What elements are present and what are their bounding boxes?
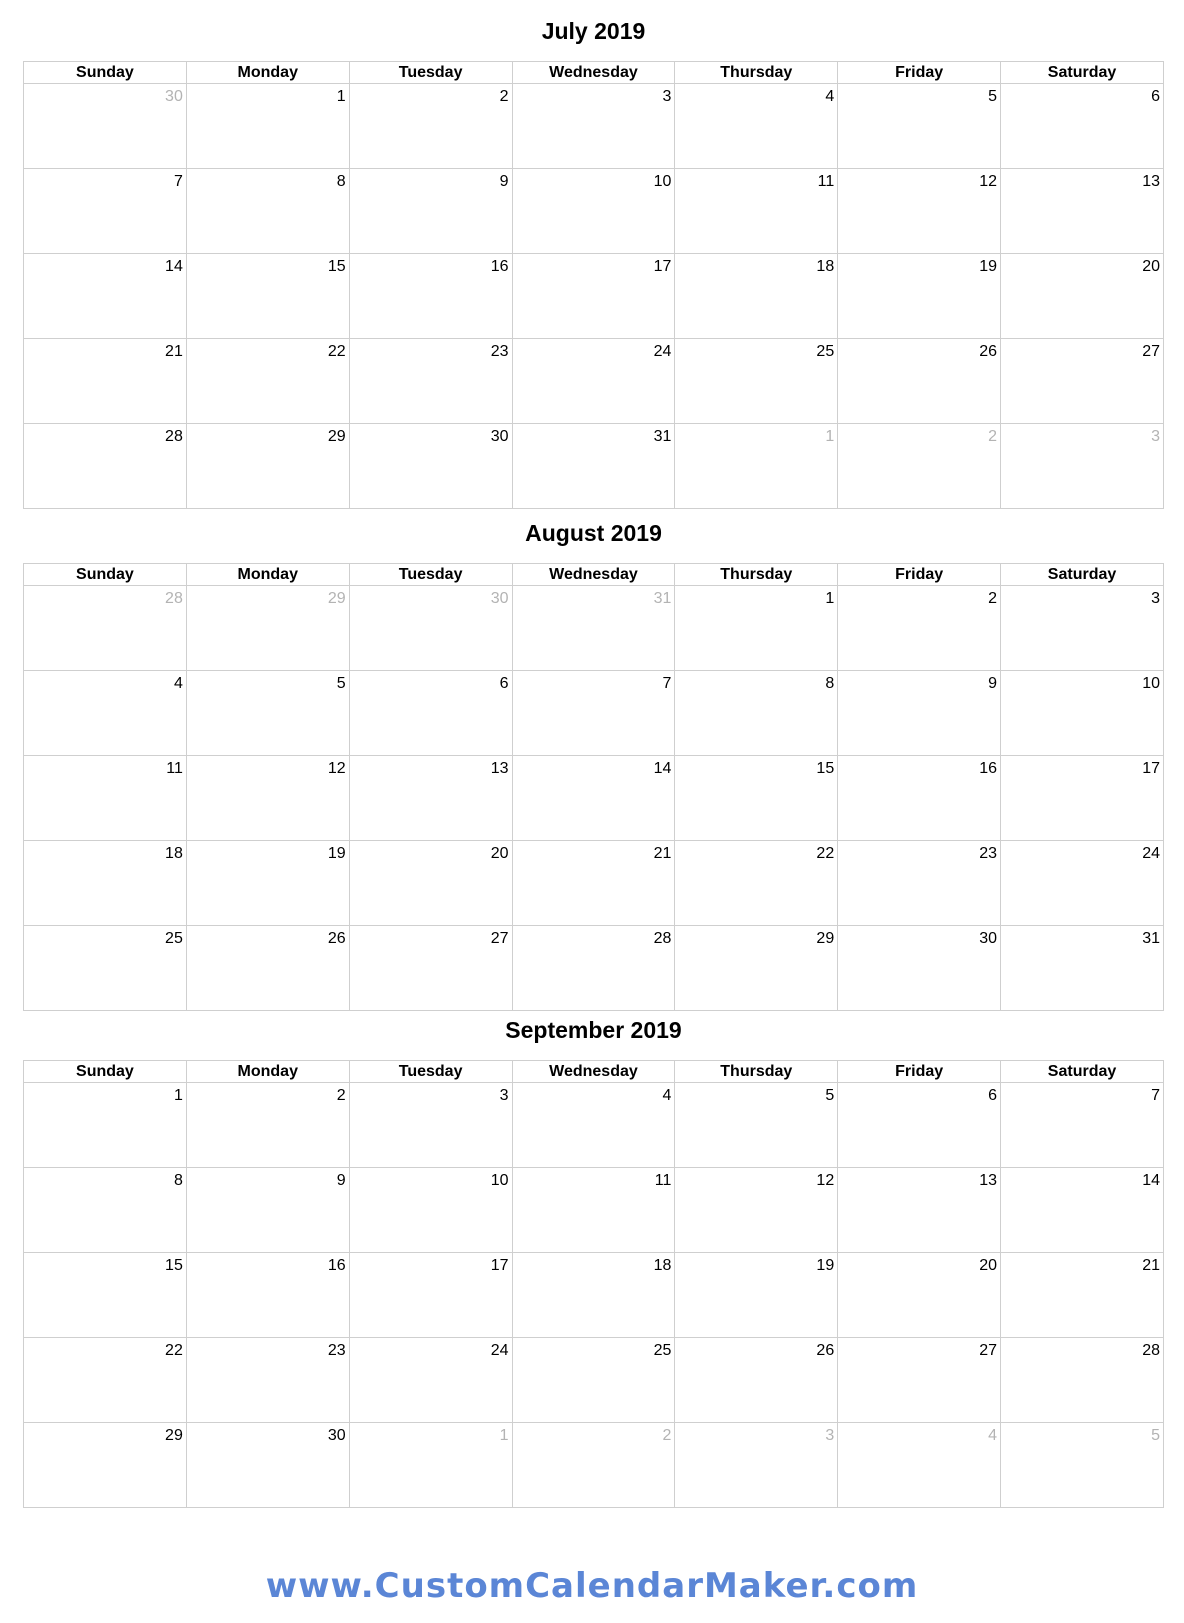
day-number: 23 xyxy=(327,1342,346,1359)
day-cell[interactable] xyxy=(512,169,675,254)
day-number: 10 xyxy=(490,1172,509,1189)
day-cell[interactable] xyxy=(512,926,675,1011)
day-cell[interactable] xyxy=(675,756,838,841)
day-cell[interactable] xyxy=(1001,1253,1164,1338)
day-cell[interactable] xyxy=(349,424,512,509)
day-cell[interactable] xyxy=(24,169,187,254)
day-number: 14 xyxy=(165,258,183,275)
day-cell[interactable] xyxy=(349,1338,512,1423)
week-row xyxy=(24,1168,1164,1253)
weekday-header: Wednesday xyxy=(512,62,675,84)
week-row xyxy=(24,756,1164,841)
day-cell[interactable] xyxy=(1001,841,1164,926)
day-cell[interactable] xyxy=(349,254,512,339)
day-cell[interactable] xyxy=(186,254,349,339)
day-cell[interactable] xyxy=(838,84,1001,169)
day-number: 4 xyxy=(825,88,835,105)
day-number: 17 xyxy=(490,1257,509,1274)
day-cell[interactable] xyxy=(1001,1168,1164,1253)
day-cell[interactable] xyxy=(349,84,512,169)
day-number: 6 xyxy=(988,1087,998,1104)
day-number: 3 xyxy=(1151,590,1160,607)
day-number: 24 xyxy=(653,343,672,360)
day-cell[interactable] xyxy=(186,169,349,254)
day-cell[interactable] xyxy=(512,84,675,169)
month-september xyxy=(23,1016,1164,1444)
day-number: 1 xyxy=(825,428,835,445)
day-number: 19 xyxy=(327,845,346,862)
week-row xyxy=(24,254,1164,339)
day-number: 18 xyxy=(816,258,835,275)
day-number: 30 xyxy=(327,1427,346,1444)
day-cell[interactable] xyxy=(186,1168,349,1253)
day-cell[interactable] xyxy=(1001,586,1164,671)
day-cell[interactable] xyxy=(675,926,838,1011)
day-cell[interactable] xyxy=(186,756,349,841)
day-number: 11 xyxy=(166,760,183,777)
day-number: 10 xyxy=(653,173,672,190)
day-cell[interactable] xyxy=(186,671,349,756)
day-cell-other-month[interactable] xyxy=(349,1423,512,1508)
day-cell[interactable] xyxy=(186,1253,349,1338)
day-number: 29 xyxy=(165,1427,183,1444)
day-number: 26 xyxy=(816,1342,835,1359)
day-cell[interactable] xyxy=(512,756,675,841)
day-number: 25 xyxy=(816,343,835,360)
day-cell[interactable] xyxy=(838,169,1001,254)
day-number: 2 xyxy=(988,428,998,445)
day-number: 30 xyxy=(979,930,998,947)
day-number: 21 xyxy=(653,845,672,862)
day-number: 12 xyxy=(327,760,346,777)
day-number: 8 xyxy=(173,1172,183,1189)
day-cell[interactable] xyxy=(675,1253,838,1338)
day-number: 23 xyxy=(979,845,998,862)
day-number: 22 xyxy=(327,343,346,360)
weekday-header: Friday xyxy=(838,62,1001,84)
day-number: 16 xyxy=(327,1257,346,1274)
day-cell[interactable] xyxy=(512,424,675,509)
day-number: 29 xyxy=(816,930,835,947)
day-number: 19 xyxy=(979,258,998,275)
weekday-header: Thursday xyxy=(675,62,838,84)
day-number: 20 xyxy=(979,1257,998,1274)
day-cell[interactable] xyxy=(512,1253,675,1338)
day-cell[interactable] xyxy=(1001,926,1164,1011)
day-number: 14 xyxy=(1142,1172,1160,1189)
day-number: 22 xyxy=(816,845,835,862)
day-number: 4 xyxy=(988,1427,998,1444)
week-row xyxy=(24,84,1164,169)
day-cell[interactable] xyxy=(675,586,838,671)
day-cell[interactable] xyxy=(186,424,349,509)
day-number: 9 xyxy=(336,1172,346,1189)
day-cell[interactable] xyxy=(838,339,1001,424)
weekday-header: Monday xyxy=(186,564,349,586)
day-cell[interactable] xyxy=(838,254,1001,339)
day-number: 2 xyxy=(336,1087,346,1104)
weekday-header: Wednesday xyxy=(512,564,675,586)
day-cell[interactable] xyxy=(24,671,187,756)
day-number: 20 xyxy=(490,845,509,862)
day-number: 27 xyxy=(490,930,509,947)
weekday-header: Tuesday xyxy=(349,1061,512,1083)
day-number: 24 xyxy=(1142,845,1160,862)
day-cell[interactable] xyxy=(675,1338,838,1423)
day-cell[interactable] xyxy=(24,254,187,339)
day-cell-other-month[interactable] xyxy=(1001,424,1164,509)
day-number: 31 xyxy=(653,428,672,445)
day-number: 18 xyxy=(165,845,183,862)
day-cell[interactable] xyxy=(1001,339,1164,424)
day-number: 25 xyxy=(653,1342,672,1359)
weekday-header: Sunday xyxy=(24,564,187,586)
day-number: 16 xyxy=(979,760,998,777)
day-number: 27 xyxy=(979,1342,998,1359)
week-row xyxy=(24,169,1164,254)
day-number: 1 xyxy=(173,1087,183,1104)
day-number: 22 xyxy=(165,1342,183,1359)
day-cell[interactable] xyxy=(1001,1083,1164,1168)
day-number: 29 xyxy=(327,428,346,445)
day-cell[interactable] xyxy=(349,1253,512,1338)
weekday-header: Saturday xyxy=(1001,564,1164,586)
day-cell[interactable] xyxy=(24,841,187,926)
day-cell[interactable] xyxy=(24,926,187,1011)
day-number: 17 xyxy=(653,258,672,275)
day-number: 3 xyxy=(662,88,672,105)
day-number: 1 xyxy=(336,88,346,105)
month-title: July 2019 xyxy=(541,18,646,44)
day-number: 11 xyxy=(654,1172,672,1189)
day-cell-other-month[interactable] xyxy=(24,84,187,169)
day-number: 31 xyxy=(1142,930,1160,947)
day-number: 3 xyxy=(499,1087,509,1104)
weekday-header-row xyxy=(24,1061,1164,1083)
day-number: 21 xyxy=(165,343,183,360)
day-cell[interactable] xyxy=(1001,756,1164,841)
footer-website[interactable]: www.CustomCalendarMaker.com xyxy=(265,1566,919,1606)
day-number: 13 xyxy=(490,760,509,777)
calendar-grid xyxy=(23,1060,1164,1508)
month-july xyxy=(23,17,1164,445)
day-cell[interactable] xyxy=(24,1338,187,1423)
day-cell[interactable] xyxy=(349,841,512,926)
day-cell[interactable] xyxy=(186,84,349,169)
day-number: 9 xyxy=(499,173,509,190)
day-cell[interactable] xyxy=(512,671,675,756)
weekday-header: Sunday xyxy=(24,62,187,84)
day-number: 13 xyxy=(979,1172,998,1189)
day-cell[interactable] xyxy=(838,1083,1001,1168)
week-row xyxy=(24,1083,1164,1168)
day-cell[interactable] xyxy=(675,1083,838,1168)
week-row xyxy=(24,841,1164,926)
day-cell[interactable] xyxy=(349,671,512,756)
day-number: 21 xyxy=(1142,1257,1160,1274)
day-number: 2 xyxy=(499,88,509,105)
day-cell[interactable] xyxy=(838,1338,1001,1423)
day-cell[interactable] xyxy=(675,339,838,424)
day-cell[interactable] xyxy=(512,841,675,926)
day-number: 18 xyxy=(653,1257,672,1274)
week-row xyxy=(24,671,1164,756)
month-august xyxy=(23,519,1164,947)
day-number: 31 xyxy=(653,590,672,607)
weekday-header: Friday xyxy=(838,1061,1001,1083)
day-number: 7 xyxy=(662,675,672,692)
day-number: 25 xyxy=(165,930,183,947)
day-number: 8 xyxy=(825,675,835,692)
day-cell[interactable] xyxy=(512,339,675,424)
day-cell[interactable] xyxy=(838,841,1001,926)
day-cell[interactable] xyxy=(186,1338,349,1423)
day-number: 12 xyxy=(816,1172,835,1189)
day-cell[interactable] xyxy=(838,671,1001,756)
day-cell[interactable] xyxy=(512,254,675,339)
day-cell-other-month[interactable] xyxy=(512,586,675,671)
day-cell[interactable] xyxy=(675,1168,838,1253)
day-number: 4 xyxy=(662,1087,672,1104)
day-number: 4 xyxy=(173,675,183,692)
day-cell[interactable] xyxy=(349,926,512,1011)
day-number: 23 xyxy=(490,343,509,360)
day-cell-other-month[interactable] xyxy=(186,586,349,671)
day-number: 6 xyxy=(499,675,509,692)
day-number: 30 xyxy=(165,88,183,105)
day-number: 9 xyxy=(988,675,998,692)
day-cell-other-month[interactable] xyxy=(675,424,838,509)
week-row xyxy=(24,424,1164,509)
day-number: 3 xyxy=(825,1427,835,1444)
day-cell[interactable] xyxy=(349,1168,512,1253)
day-number: 28 xyxy=(653,930,672,947)
weekday-header: Wednesday xyxy=(512,1061,675,1083)
weekday-header: Tuesday xyxy=(349,62,512,84)
day-cell[interactable] xyxy=(24,1083,187,1168)
day-number: 3 xyxy=(1151,428,1160,445)
day-cell[interactable] xyxy=(675,84,838,169)
day-number: 26 xyxy=(979,343,998,360)
week-row xyxy=(24,586,1164,671)
day-number: 7 xyxy=(1151,1087,1160,1104)
day-cell[interactable] xyxy=(186,339,349,424)
weekday-header: Thursday xyxy=(675,564,838,586)
day-number: 28 xyxy=(165,590,183,607)
day-cell-other-month[interactable] xyxy=(838,1423,1001,1508)
weekday-header-row xyxy=(24,62,1164,84)
day-cell-other-month[interactable] xyxy=(675,1423,838,1508)
day-cell-other-month[interactable] xyxy=(349,586,512,671)
day-number: 11 xyxy=(817,173,835,190)
day-cell[interactable] xyxy=(675,169,838,254)
weekday-header: Saturday xyxy=(1001,62,1164,84)
day-cell[interactable] xyxy=(838,756,1001,841)
day-number: 19 xyxy=(816,1257,835,1274)
day-cell[interactable] xyxy=(24,339,187,424)
weekday-header: Thursday xyxy=(675,1061,838,1083)
day-number: 13 xyxy=(1142,173,1160,190)
weekday-header: Monday xyxy=(186,62,349,84)
day-cell[interactable] xyxy=(675,671,838,756)
day-number: 15 xyxy=(816,760,835,777)
month-title: September 2019 xyxy=(505,1017,682,1043)
day-number: 5 xyxy=(1151,1427,1160,1444)
day-cell[interactable] xyxy=(838,1253,1001,1338)
day-cell[interactable] xyxy=(1001,1338,1164,1423)
day-number: 16 xyxy=(490,258,509,275)
day-cell[interactable] xyxy=(1001,169,1164,254)
day-cell[interactable] xyxy=(675,254,838,339)
week-row xyxy=(24,1338,1164,1423)
day-cell[interactable] xyxy=(349,339,512,424)
day-number: 2 xyxy=(988,590,998,607)
calendar-grid xyxy=(23,563,1164,1011)
day-cell[interactable] xyxy=(24,424,187,509)
day-cell[interactable] xyxy=(24,1168,187,1253)
day-number: 10 xyxy=(1142,675,1160,692)
day-number: 1 xyxy=(825,590,835,607)
day-number: 17 xyxy=(1142,760,1160,777)
day-cell[interactable] xyxy=(675,841,838,926)
day-number: 12 xyxy=(979,173,998,190)
day-cell[interactable] xyxy=(186,841,349,926)
day-cell[interactable] xyxy=(512,1338,675,1423)
weekday-header: Saturday xyxy=(1001,1061,1164,1083)
day-cell[interactable] xyxy=(186,1423,349,1508)
day-cell[interactable] xyxy=(349,756,512,841)
day-cell[interactable] xyxy=(838,1168,1001,1253)
day-cell[interactable] xyxy=(838,586,1001,671)
weekday-header: Sunday xyxy=(24,1061,187,1083)
day-number: 6 xyxy=(1151,88,1160,105)
day-number: 29 xyxy=(327,590,346,607)
day-cell[interactable] xyxy=(1001,84,1164,169)
day-cell-other-month[interactable] xyxy=(512,1423,675,1508)
day-number: 5 xyxy=(988,88,998,105)
day-cell[interactable] xyxy=(24,756,187,841)
day-cell-other-month[interactable] xyxy=(1001,1423,1164,1508)
weekday-header: Monday xyxy=(186,1061,349,1083)
day-cell-other-month[interactable] xyxy=(24,586,187,671)
month-title: August 2019 xyxy=(525,520,662,546)
day-number: 20 xyxy=(1142,258,1160,275)
day-cell[interactable] xyxy=(349,169,512,254)
day-number: 24 xyxy=(490,1342,509,1359)
weekday-header: Tuesday xyxy=(349,564,512,586)
day-number: 15 xyxy=(327,258,346,275)
day-cell[interactable] xyxy=(24,1423,187,1508)
week-row xyxy=(24,926,1164,1011)
day-number: 26 xyxy=(327,930,346,947)
day-number: 7 xyxy=(173,173,183,190)
day-number: 5 xyxy=(825,1087,835,1104)
day-number: 30 xyxy=(490,590,509,607)
weekday-header-row xyxy=(24,564,1164,586)
day-number: 15 xyxy=(165,1257,183,1274)
day-cell[interactable] xyxy=(186,1083,349,1168)
day-number: 28 xyxy=(165,428,183,445)
calendar-grid xyxy=(23,61,1164,509)
day-number: 1 xyxy=(499,1427,509,1444)
day-cell[interactable] xyxy=(24,1253,187,1338)
day-cell[interactable] xyxy=(349,1083,512,1168)
day-number: 8 xyxy=(336,173,346,190)
weekday-header: Friday xyxy=(838,564,1001,586)
day-cell[interactable] xyxy=(512,1168,675,1253)
week-row xyxy=(24,1423,1164,1508)
week-row xyxy=(24,339,1164,424)
day-cell[interactable] xyxy=(838,926,1001,1011)
week-row xyxy=(24,1253,1164,1338)
day-number: 2 xyxy=(662,1427,672,1444)
day-cell[interactable] xyxy=(1001,254,1164,339)
day-number: 14 xyxy=(653,760,672,777)
day-number: 5 xyxy=(336,675,346,692)
day-number: 30 xyxy=(490,428,509,445)
day-number: 27 xyxy=(1142,343,1160,360)
day-cell[interactable] xyxy=(512,1083,675,1168)
day-number: 28 xyxy=(1142,1342,1160,1359)
day-cell[interactable] xyxy=(1001,671,1164,756)
day-cell[interactable] xyxy=(186,926,349,1011)
day-cell-other-month[interactable] xyxy=(838,424,1001,509)
